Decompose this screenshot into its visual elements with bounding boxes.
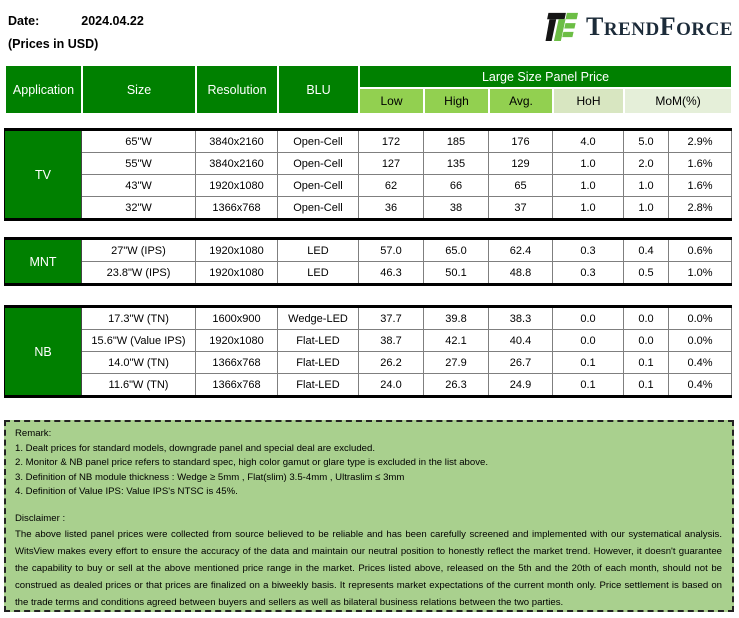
cell-blu: Flat-LED xyxy=(278,374,359,397)
col-header-low: Low xyxy=(359,88,424,114)
section-label-mnt: MNT xyxy=(5,239,82,285)
cell-hoh: 0.1 xyxy=(553,352,624,374)
cell-high: 26.3 xyxy=(424,374,489,397)
cell-resolution: 1366x768 xyxy=(196,197,278,220)
section-label-tv: TV xyxy=(5,130,82,220)
cell-blu: LED xyxy=(278,239,359,262)
notes-box xyxy=(4,420,734,612)
cell-size: 14.0"W (TN) xyxy=(82,352,196,374)
date-row xyxy=(8,14,144,28)
cell-hoh: 1.0 xyxy=(553,175,624,197)
table-row xyxy=(5,239,732,262)
cell-mom-val: 5.0 xyxy=(624,130,669,153)
table-row xyxy=(5,262,732,285)
disclaimer-title: Disclaimer : xyxy=(15,512,66,524)
cell-resolution: 1920x1080 xyxy=(196,330,278,352)
cell-high: 27.9 xyxy=(424,352,489,374)
cell-size: 65"W xyxy=(82,130,196,153)
cell-size: 17.3"W (TN) xyxy=(82,307,196,330)
cell-resolution: 1366x768 xyxy=(196,374,278,397)
cell-hoh: 0.3 xyxy=(553,239,624,262)
cell-avg: 26.7 xyxy=(489,352,553,374)
cell-low: 57.0 xyxy=(359,239,424,262)
cell-hoh: 1.0 xyxy=(553,153,624,175)
cell-mom-pct: 0.4% xyxy=(669,374,732,397)
col-header-high: High xyxy=(424,88,489,114)
table-row xyxy=(5,330,732,352)
cell-mom-pct: 2.9% xyxy=(669,130,732,153)
trendforce-wordmark xyxy=(586,12,733,42)
cell-mom-pct: 1.6% xyxy=(669,175,732,197)
cell-mom-pct: 0.0% xyxy=(669,330,732,352)
remark-line-3: 3. Definition of NB module thickness : Wedge ≥ 5mm , Flat(slim) 3.5-4mm , Ultraslim ≤ 3mm xyxy=(15,471,405,483)
table-row xyxy=(5,307,732,330)
cell-mom-pct: 0.0% xyxy=(669,307,732,330)
cell-low: 172 xyxy=(359,130,424,153)
cell-resolution: 3840x2160 xyxy=(196,153,278,175)
cell-high: 65.0 xyxy=(424,239,489,262)
cell-low: 36 xyxy=(359,197,424,220)
section-label-nb: NB xyxy=(5,307,82,397)
cell-size: 11.6"W (TN) xyxy=(82,374,196,397)
cell-mom-val: 2.0 xyxy=(624,153,669,175)
col-header-resolution: Resolution xyxy=(196,65,278,114)
tv-section-table xyxy=(4,128,732,221)
cell-mom-pct: 0.4% xyxy=(669,352,732,374)
cell-high: 66 xyxy=(424,175,489,197)
cell-hoh: 1.0 xyxy=(553,197,624,220)
date-label: Date: xyxy=(8,14,40,28)
cell-low: 62 xyxy=(359,175,424,197)
remark-line-2: 2. Monitor & NB panel price refers to standard spec, high color gamut or glare type is excluded in the list above. xyxy=(15,457,489,469)
cell-resolution: 1366x768 xyxy=(196,352,278,374)
cell-resolution: 1600x900 xyxy=(196,307,278,330)
col-header-mom: MoM(%) xyxy=(624,88,732,114)
cell-low: 127 xyxy=(359,153,424,175)
table-row xyxy=(5,130,732,153)
cell-avg: 37 xyxy=(489,197,553,220)
wordmark-initial-f: F xyxy=(659,11,677,41)
cell-low: 46.3 xyxy=(359,262,424,285)
wordmark-initial-t: T xyxy=(586,11,604,41)
cell-size: 15.6"W (Value IPS) xyxy=(82,330,196,352)
cell-high: 50.1 xyxy=(424,262,489,285)
cell-size: 43"W xyxy=(82,175,196,197)
disclaimer-body: The above listed panel prices were collected from source believed to be reliable and has been carefully screened and implemented with our systematical analysis. WitsView makes every effort to ensure the accuracy of the data and maintain our neutral position to honestly reflect the market trend. However, it doesn't guarantee the capability to buy or sell at the above mentioned price range in the market. Prices listed above, released on the 5th and the 20th of each month, should not be construed as dealed prices or that prices are finalized on a biweekly basis. It represents market expectations of the current month only. Price settlement is based on the trade terms and conditions agreed between buyers and sellers as well as bilateral business relations between the two parties. xyxy=(15,528,722,608)
remark-line-4: 4. Definition of Value IPS: Value IPS's NTSC is 45%. xyxy=(15,486,238,498)
nb-section-table xyxy=(4,305,732,398)
cell-avg: 24.9 xyxy=(489,374,553,397)
remark-line-1: 1. Dealt prices for standard models, downgrade panel and special deal are excluded. xyxy=(15,442,375,454)
cell-resolution: 1920x1080 xyxy=(196,262,278,285)
table-row xyxy=(5,352,732,374)
table-row xyxy=(5,175,732,197)
cell-high: 135 xyxy=(424,153,489,175)
wordmark-rend: REND xyxy=(603,18,660,40)
cell-blu: LED xyxy=(278,262,359,285)
cell-blu: Open-Cell xyxy=(278,175,359,197)
trendforce-logo xyxy=(545,10,733,43)
cell-resolution: 3840x2160 xyxy=(196,130,278,153)
date-value: 2024.04.22 xyxy=(81,14,144,28)
cell-avg: 62.4 xyxy=(489,239,553,262)
cell-avg: 48.8 xyxy=(489,262,553,285)
cell-avg: 129 xyxy=(489,153,553,175)
cell-mom-pct: 1.6% xyxy=(669,153,732,175)
cell-blu: Flat-LED xyxy=(278,352,359,374)
cell-hoh: 0.1 xyxy=(553,374,624,397)
cell-hoh: 0.0 xyxy=(553,307,624,330)
col-header-size: Size xyxy=(82,65,196,114)
cell-mom-pct: 0.6% xyxy=(669,239,732,262)
cell-mom-pct: 1.0% xyxy=(669,262,732,285)
cell-resolution: 1920x1080 xyxy=(196,175,278,197)
cell-high: 38 xyxy=(424,197,489,220)
cell-resolution: 1920x1080 xyxy=(196,239,278,262)
cell-mom-val: 1.0 xyxy=(624,197,669,220)
cell-low: 26.2 xyxy=(359,352,424,374)
cell-avg: 176 xyxy=(489,130,553,153)
cell-high: 42.1 xyxy=(424,330,489,352)
cell-avg: 40.4 xyxy=(489,330,553,352)
cell-mom-pct: 2.8% xyxy=(669,197,732,220)
col-header-blu: BLU xyxy=(278,65,359,114)
cell-size: 55"W xyxy=(82,153,196,175)
wordmark-orce: ORCE xyxy=(676,18,733,40)
cell-size: 27"W (IPS) xyxy=(82,239,196,262)
price-table-header xyxy=(4,64,733,115)
cell-high: 39.8 xyxy=(424,307,489,330)
cell-low: 38.7 xyxy=(359,330,424,352)
table-row xyxy=(5,197,732,220)
cell-mom-val: 0.1 xyxy=(624,352,669,374)
cell-blu: Open-Cell xyxy=(278,153,359,175)
cell-low: 37.7 xyxy=(359,307,424,330)
cell-hoh: 0.0 xyxy=(553,330,624,352)
prices-note: (Prices in USD) xyxy=(8,37,99,51)
cell-avg: 38.3 xyxy=(489,307,553,330)
cell-size: 23.8"W (IPS) xyxy=(82,262,196,285)
header-row-group xyxy=(5,65,732,88)
cell-mom-val: 0.1 xyxy=(624,374,669,397)
cell-hoh: 4.0 xyxy=(553,130,624,153)
cell-size: 32"W xyxy=(82,197,196,220)
cell-high: 185 xyxy=(424,130,489,153)
cell-hoh: 0.3 xyxy=(553,262,624,285)
report-meta xyxy=(8,14,144,51)
cell-blu: Open-Cell xyxy=(278,197,359,220)
remark-title: Remark: xyxy=(15,428,52,439)
mnt-section-table xyxy=(4,237,732,286)
cell-blu: Open-Cell xyxy=(278,130,359,153)
col-header-group: Large Size Panel Price xyxy=(359,65,732,88)
cell-mom-val: 0.5 xyxy=(624,262,669,285)
table-row xyxy=(5,153,732,175)
cell-blu: Flat-LED xyxy=(278,330,359,352)
cell-blu: Wedge-LED xyxy=(278,307,359,330)
cell-mom-val: 0.4 xyxy=(624,239,669,262)
table-row xyxy=(5,374,732,397)
cell-low: 24.0 xyxy=(359,374,424,397)
cell-mom-val: 1.0 xyxy=(624,175,669,197)
col-header-hoh: HoH xyxy=(553,88,624,114)
col-header-application: Application xyxy=(5,65,82,114)
col-header-avg: Avg. xyxy=(489,88,553,114)
trendforce-logo-icon xyxy=(545,10,581,43)
cell-mom-val: 0.0 xyxy=(624,330,669,352)
cell-avg: 65 xyxy=(489,175,553,197)
cell-mom-val: 0.0 xyxy=(624,307,669,330)
